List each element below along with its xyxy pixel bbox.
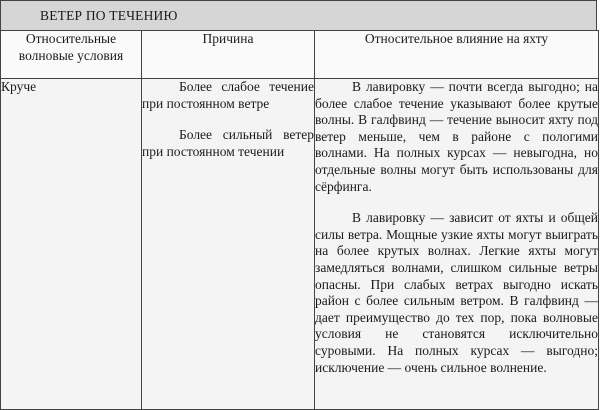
table-header-row	[1, 31, 599, 79]
header-cause: Причина	[142, 31, 315, 79]
cause-text: Более сильный ветер при постоянном течении	[142, 127, 314, 159]
table-title-bar	[0, 0, 597, 31]
table-title: ВЕТЕР ПО ТЕЧЕНИЮ	[40, 8, 178, 23]
effect-paragraph: В лавировку — зависит от яхты и общей силы ветра. Мощные узкие яхты могут выиграть на более крутых волнах. Легкие яхты могут замедляться волнами, слишком сильные ветры опасны. При слабых ветрах выгодно искать район с более сильным ветром. В галфвинд — дает преимущество до тех пор, пока волновые условия не становятся исключительно суровыми. На полных курсах — выгодно; исключение — очень сильное волнение.	[315, 210, 598, 375]
cause-cell	[142, 79, 315, 410]
effect-cell	[315, 79, 599, 410]
header-wave-conditions: Относительные волновые условия	[1, 31, 142, 79]
wave-conditions-table	[0, 30, 599, 410]
table-row	[1, 79, 599, 410]
effect-paragraph: В лавировку — почти всегда выгодно; на более слабое течение указывают более крутые волны. В галфвинд — течение выносит яхту под ветер меньше, чем в районе с пологими волнами. На полных курсах — невыгодна, но отдельные волны могут быть использованы для сёрфинга.	[315, 79, 598, 194]
condition-cell: Круче	[1, 79, 142, 410]
header-effect-on-yacht: Относительное влияние на яхту	[315, 31, 599, 79]
cause-text: Более слабое течение при постоянном ветре	[142, 79, 314, 111]
